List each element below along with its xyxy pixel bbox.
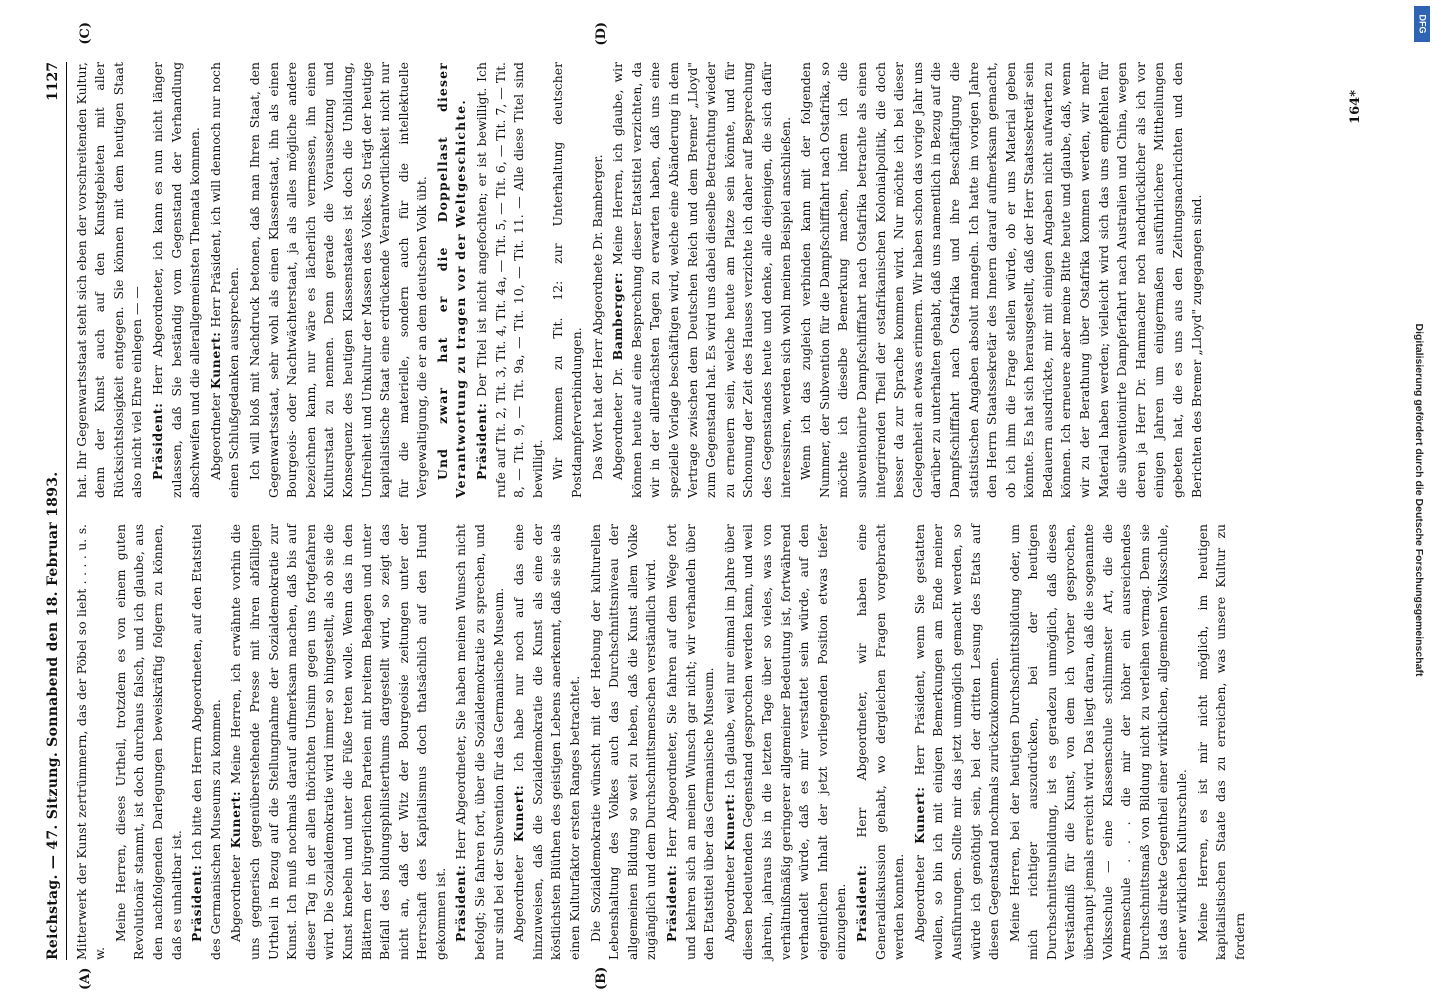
paragraph: Meine Herren, es ist mir nicht möglich, im heutigen kapitalistischen Staate das zu erreichen, was unsere Kultur zu fordern <box>1194 524 1247 960</box>
paragraph: Und zwar hat er die Doppellast dieser Verantwortung zu tragen vor der Weltgeschichte. <box>434 62 469 498</box>
speaker-role: Abgeordneter <box>207 392 223 480</box>
paragraph <box>227 524 450 960</box>
dfg-logo-text: DFG <box>1417 14 1427 34</box>
speech-text: Herr Abgeordneter, Sie haben meinen Wunsch nicht befolgt; Sie fahren fort, über die Sozialdemokratie zu sprechen, und nur sind bei der Subvention für das Germanische Museum. <box>453 524 506 960</box>
speech-text: Herr Abgeordneter, Sie fahren auf dem Wege fort und kehren sich an meinen Wunsch gar nicht; wir verhandeln über den Etatstitel über das Germanische Museum. <box>664 524 717 960</box>
speaker-name: Präsident: <box>189 864 205 942</box>
paragraph: Die Sozialdemokratie wünscht mit der Hebung der kulturellen Lebenshaltung des Volkes auch das Durchschnittsniveau der allgemeinen Bildung so weit zu heben, daß die Kunst allem Volke zugänglich und dem Durchschnittsmenschen verständlich wird. <box>587 524 659 960</box>
paragraph <box>721 524 851 960</box>
paragraph: Meine Herren, bei der heutigen Durchschnittsbildung oder, um mich richtiger auszudrücken, bei der heutigen Durchschnittsunbildung, ist es geradezu unmöglich, daß dieses Verständniß für die Kunst, von dem ich vorher gesprochen, überhaupt jemals erreicht wird. Das liegt daran, daß die sogenannte Volksschule — eine Klassenschule schlimmster Art, die die Armenschule . . . die mir der höher ein ausreichendes Durchschnittsmaß von Bildung nicht zu verleihen vermag. Denn sie ist das direkte Gegentheil einer wirklichen, allgemeinen Volksschule, einer wirklichen Kulturschule. <box>1006 524 1190 960</box>
speaker-name: Präsident: <box>664 864 679 942</box>
paragraph: Ich will bloß mit Nachdruck betonen, daß man Ihren Staat, den Gegenwartsstaat, sehr wohl als einen Klassenstaat, ihn als einen Bourgeois- oder Nachtwächterstaat, ja als alles mögliche andere bezeichnen kann, nur wäre es lächerlich vermessen, ihn einen Kulturstaat zu nennen. Denn gerade die Voraussetzung und Konsequenz des heutigen Klassenstaates ist doch die Unbildung, Unfreiheit und Unkultur der Massen des Volkes. So trägt der heutige kapitalistische Staat eine erdrückende Verantwortlichkeit nicht nur für die materielle, sondern auch für die intellektuelle Vergewaltigung, die er an dem deutschen Volk übt. <box>246 62 430 498</box>
paragraph <box>853 524 909 960</box>
page-header <box>44 62 67 960</box>
speaker-name: Kunert: <box>911 786 927 844</box>
speech-text: Meine Herren, ich erwähnte vorhin die uns gegnerisch gegenüberstehende Presse mit ihren abfälligen Urtheil in Bezug auf die Stellungnahme der Sozialdemokratie zur Kunst. Ich muß nochmals darauf aufmerksam machen, daß bis auf dieser Tag in der allen thörichten Unsinn gegen uns fortgefahren wird. Die Sozialdemokratie wird immer so hingestellt, als ob sie die Kunst knebeln und unter die Füße treten wolle. Wenn das in den Blättern der bürgerlichen Parteien mit breitem Behagen und unter Beifall des bildungsphilisterthums dargestellt wird, so zeigt das nicht an, daß der Witz der Bourgeoisie zeitungen unter der Herrschaft des Kapitalismus doch thatsächlich auf den Hund gekommen ist. <box>228 524 448 960</box>
paragraph <box>663 524 719 960</box>
page-title: Reichstag. — 47. Sitzung. Sonnabend den 18. Februar 1893. <box>45 471 61 960</box>
left-column <box>73 524 1252 960</box>
speaker-name: Präsident: <box>853 864 869 942</box>
footer-mark: 164* <box>1348 90 1364 124</box>
speaker-name: Kunert: <box>207 331 223 389</box>
margin-marker-b: (B) <box>593 966 609 990</box>
paragraph <box>911 524 1004 960</box>
dfg-logo <box>1414 6 1430 42</box>
paragraph <box>149 62 205 498</box>
paragraph <box>452 524 508 960</box>
digitization-credit <box>1409 0 1429 1000</box>
speaker-name: Kunert: <box>228 790 244 849</box>
paragraph: Wenn ich das zugleich verbinden kann mit der folgenden Nummer, der Subvention für die Dampfschifffahrt nach Ostafrika, so möchte ich dieselbe Bemerkung machen, indem ich die subventionirte Dampfschifffahrt nach Ostafrika betrachte als einen integrirenden Theil der ostafrikanischen Kolonialpolitik, die doch besser da zur Sprache kommen wird. Nur möchte ich bei dieser Gelegenheit an etwas erinnern. Wir haben schon das vorige Jahr uns darüber zu unterhalten gehabt, daß uns namentlich in Bezug auf die Dampfschifffahrt nach Ostafrika und ihre Beschäftigung die statistischen Angaben absolut mangeln. Ich hatte im vorigen Jahre den Herrn Staatssekretär des Innern darauf aufmerksam gemacht, ob ich ihm die Frage stellen würde, ob er uns Material geben könnte. Es hat sich herausgestellt, daß der Herr Staatssekretär sein Bedauern ausdrückte, mir mit einigen Angaben nicht aufwarten zu können. Ich erneuere aber meine Bitte heute und glaube, daß, wenn wir zu der Berathung über Ostafrika kommen werden, wir mehr Material haben werden; vielleicht wird sich das uns empfehlen für die subventionirte Dampferfahrt nach Australien und China, wegen deren ja Herr Dr. Hammacher noch nachdrücklicher als ich vor einigen Jahren um einigermaßen ausführlichere Mittheilungen gebeten hat, die es uns aus den Zeitungsnachrichten und den Berichten des Bremer „Lloyd" zugegangen sind. <box>798 62 1204 498</box>
speaker-role: Abgeordneter <box>721 854 737 942</box>
page-number: 1127 <box>45 62 61 101</box>
speech-text: Der Titel ist nicht angefochten; er ist bewilligt. Ich rufe auf Tit. 2, Tit. 3, Tit. 4, Tit. 4a, — Tit. 5, — Tit. 6, — Tit. 7, — Tit. 8, — Tit. 9, — Tit. 9a, — Tit. 10, — Tit. 11. — Alle diese Titel sind bewilligt. <box>474 62 545 498</box>
right-column <box>73 62 1252 498</box>
speaker-name: Präsident: <box>474 402 490 480</box>
paragraph <box>473 62 547 498</box>
speaker-name: Kunert: <box>721 793 737 851</box>
speaker-role: Abgeordneter <box>911 854 927 942</box>
speaker-name: Präsident: <box>149 402 165 480</box>
speech-text: Ich habe nur noch auf das eine hinzuweisen, daß die Sozialdemokratie die Kunst als eine der köstlichsten Blüthen des geistigen Lebens anerkennt, daß sie sie als einen Kulturfaktor ersten Ranges betrachtet. <box>511 524 583 960</box>
paragraph <box>510 524 584 960</box>
speaker-role: Abgeordneter Dr. <box>610 367 626 480</box>
speech-text: Herr Präsident, wenn Sie gestatten wollen, so bin ich mit einigen Bemerkungen am Ende meiner Ausführungen. Sollte mir das jetzt unmöglich gemacht werden, so würde ich genöthigt sein, bei der dritten Lesung des Etats auf diesen Gegenstand nochmals zurückzukommen. <box>911 524 1002 960</box>
credit-text: Digitalisierung gefördert durch die Deutsche Forschungsgemeinschaft <box>1413 323 1425 677</box>
paragraph <box>609 62 795 498</box>
speaker-name: Präsident: <box>453 864 469 942</box>
speech-text: Ich glaube, weil nur einmal im Jahre über diesen bedeutenden Gegenstand gesprochen werden kann, und weil jahrein, jahraus bis in die letzten Tage über so vieles, was von verhältnißmäßig geringerer allgemeiner Bedeutung ist, fortwährend verhandelt würde, daß es mir verstattet sein würde, auf den eigentlichen Inhalt der jetzt vorliegenden Position etwas tiefer einzugehen. <box>721 524 849 960</box>
margin-marker-c: (C) <box>77 22 93 45</box>
speech-text: Ich bitte den Herrn Abgeordneten, auf den Etatstitel des Germanischen Museums zu kommen. <box>189 524 223 960</box>
speaker-role: Abgeordneter <box>228 854 244 942</box>
paragraph: Wir kommen zu Tit. 12: zur Unterhaltung deutscher Postdampferverbindungen. <box>550 62 585 498</box>
paragraph: hat. Ihr Gegenwartsstaat steht sich eben der vorschreitenden Kultur, denn der Kunst auch auf den Kunstgebieten mit aller Rücksichtslosigkeit entgegen. Sie können mit dem heutigen Staat also nicht viel Ehre einlegen — — <box>73 62 145 498</box>
paragraph <box>188 524 225 960</box>
paragraph: Das Wort hat der Herr Abgeordnete Dr. Bamberger. <box>589 154 605 480</box>
speech-text: Herr Abgeordneter, ich kann es nun nicht länger zulassen, daß Sie beständig vom Gegenstand der Verhandlung abschweifen und die allerallgemeinsten Themata kommen. <box>149 62 203 498</box>
speaker-name: Bamberger: <box>610 271 626 361</box>
speaker-name: Kunert: <box>511 784 527 843</box>
speech-text: Meine Herren, ich glaube, wir können heute auf eine Besprechung dieser Etatstitel verzichten, da wir in der allernächsten Tagen zu erwarten haben, daß uns eine spezielle Vorlage beschäftigen wird, welche eine Abänderung in dem Vertrage zwischen dem Deutschen Reich und dem Bremer „Lloyd" zum Gegenstand hat. Es wird uns dabei dieselbe Betrachtung wieder zu erneuern sein, welche heute am Platze sein könnte, und für Schonung der Zeit des Hauses verzichte ich daher auf Besprechung des Gegenstandes heute und denke, alle diejenigen, die sich dafür interessiren, werden sich wohl meinen Beispiel anschließen. <box>610 62 793 498</box>
speech-text: Herr Präsident, ich will dennoch nur noch einen Schlußgedanken aussprechen. <box>207 62 242 498</box>
rotated-page <box>16 0 1416 1000</box>
paragraph: Meine Herren, dieses Urtheil, trotzdem es von einem guten Revolutionär stammt, ist doch durchaus falsch, und ich glaube, aus den nachfolgenden Darlegungen beweiskräftig folgern zu können, daß es unhaltbar ist. <box>112 524 184 960</box>
paragraph: Mitterwerk der Kunst zertrümmern, das der Pöbel so liebt . . . . u. s. w. <box>73 524 108 960</box>
margin-marker-d: (D) <box>593 22 609 46</box>
margin-marker-a: (A) <box>77 967 93 990</box>
speaker-role: Abgeordneter <box>511 854 527 942</box>
paragraph <box>207 62 244 498</box>
text-columns <box>73 22 1252 990</box>
speech-text: Herr Abgeordneter, wir haben eine Generaldiskussion gehabt, wo dergleichen Fragen vorgebracht werden konnten. <box>853 524 907 960</box>
